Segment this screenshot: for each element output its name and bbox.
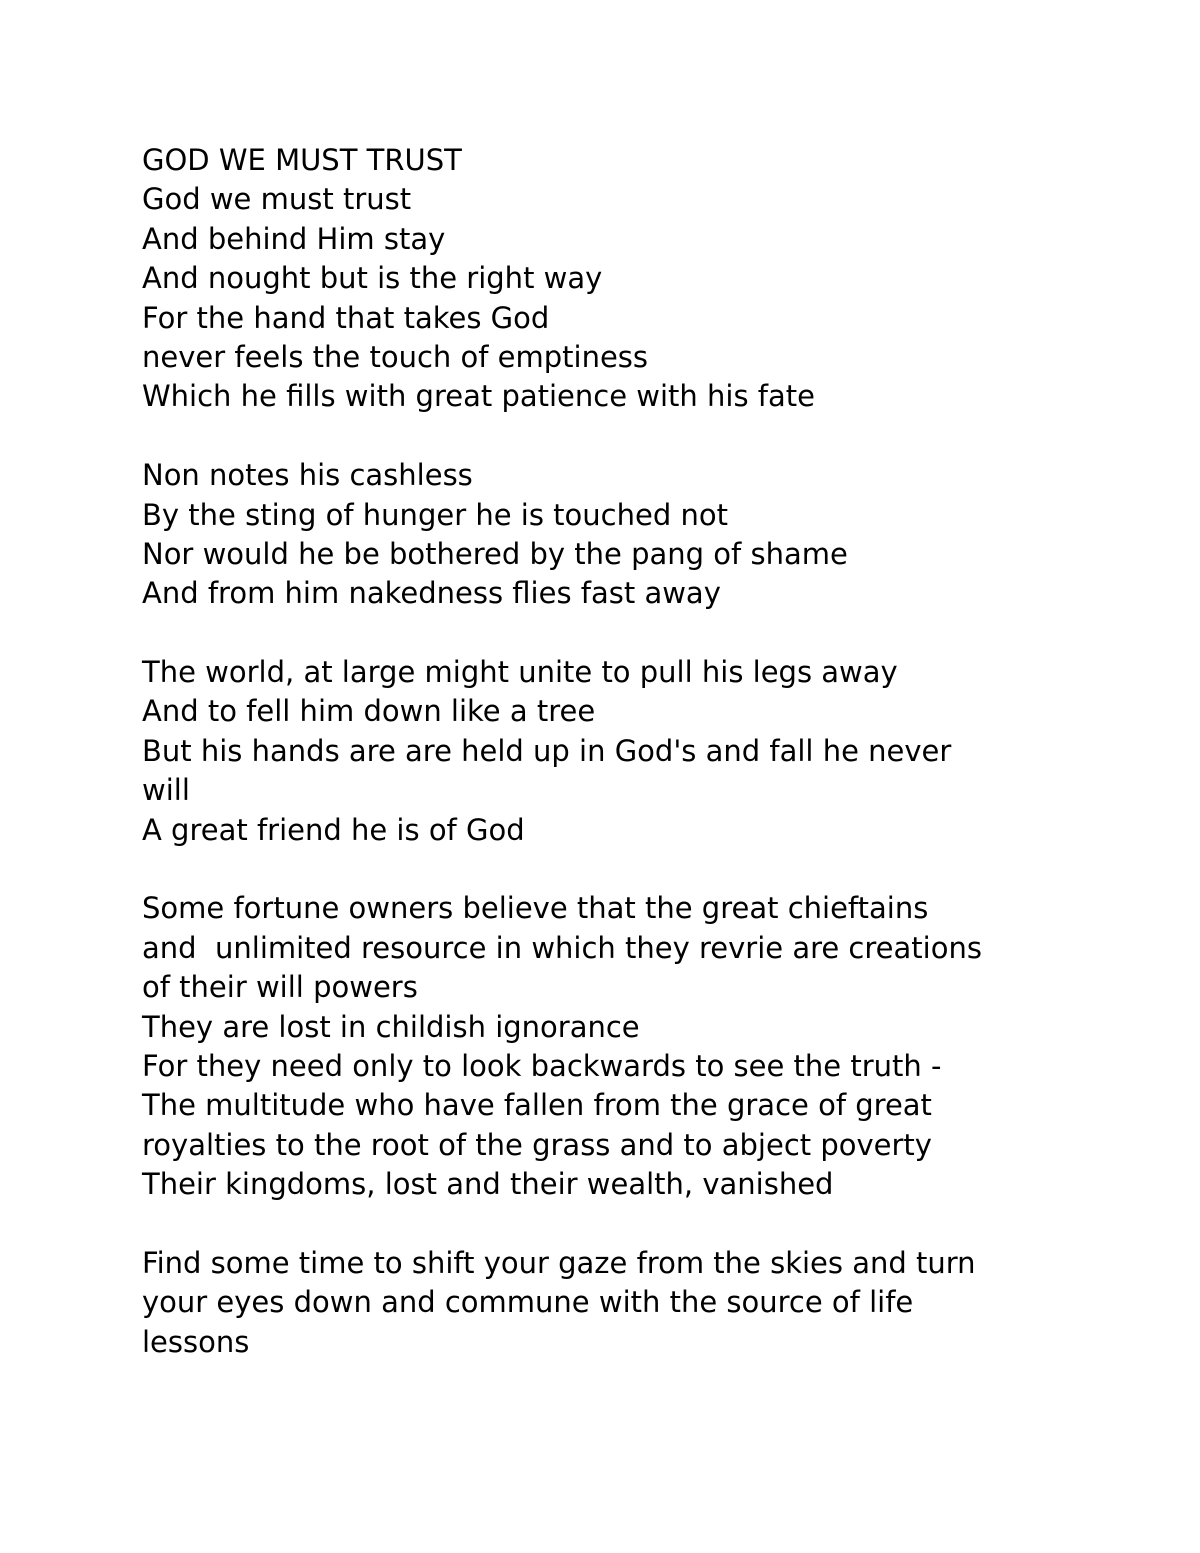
poem-line: And nought but is the right way: [142, 261, 603, 296]
poem-title: GOD WE MUST TRUST: [142, 143, 462, 177]
poem-line: of their will powers: [142, 970, 418, 1005]
stanza-5: [142, 1244, 1102, 1362]
stanza-break: [142, 417, 1102, 456]
poem-body: [142, 141, 1102, 1362]
poem-line: And from him nakedness flies fast away: [142, 576, 721, 611]
poem-line: never feels the touch of emptiness: [142, 339, 649, 374]
poem-line: A great friend he is of God: [142, 812, 525, 847]
stanza-break: [142, 1205, 1102, 1244]
stanza-2: [142, 456, 1102, 614]
stanza-break: [142, 850, 1102, 889]
stanza-break: [142, 614, 1102, 653]
poem-line: will: [142, 773, 190, 808]
poem-line: and unlimited resource in which they revrie are creations: [142, 930, 982, 965]
poem-line: The world, at large might unite to pull his legs away: [142, 655, 898, 690]
poem-line: They are lost in childish ignorance: [142, 1009, 640, 1044]
poem-line: Non notes his cashless: [142, 458, 473, 493]
stanza-1: [142, 180, 1102, 416]
poem-line: your eyes down and commune with the source of life: [142, 1285, 914, 1320]
poem-line: And to fell him down like a tree: [142, 694, 596, 729]
poem-line: For they need only to look backwards to see the truth -: [142, 1048, 942, 1083]
stanza-3: [142, 653, 1102, 850]
poem-line: Nor would he be bothered by the pang of shame: [142, 536, 848, 571]
poem-line: royalties to the root of the grass and to abject poverty: [142, 1127, 932, 1162]
poem-line: The multitude who have fallen from the grace of great: [142, 1088, 932, 1123]
poem-line: lessons: [142, 1324, 250, 1359]
poem-line: But his hands are are held up in God's and fall he never: [142, 733, 952, 768]
poem-line: By the sting of hunger he is touched not: [142, 497, 728, 532]
poem-line: Their kingdoms, lost and their wealth, vanished: [142, 1167, 834, 1202]
poem-line: Some fortune owners believe that the great chieftains: [142, 891, 929, 926]
poem-line: God we must trust: [142, 182, 412, 217]
poem-line: And behind Him stay: [142, 221, 446, 256]
poem-line: Find some time to shift your gaze from the skies and turn: [142, 1245, 976, 1280]
poem-line: Which he fills with great patience with his fate: [142, 379, 815, 414]
stanza-4: [142, 889, 1102, 1204]
poem-line: For the hand that takes God: [142, 300, 550, 335]
